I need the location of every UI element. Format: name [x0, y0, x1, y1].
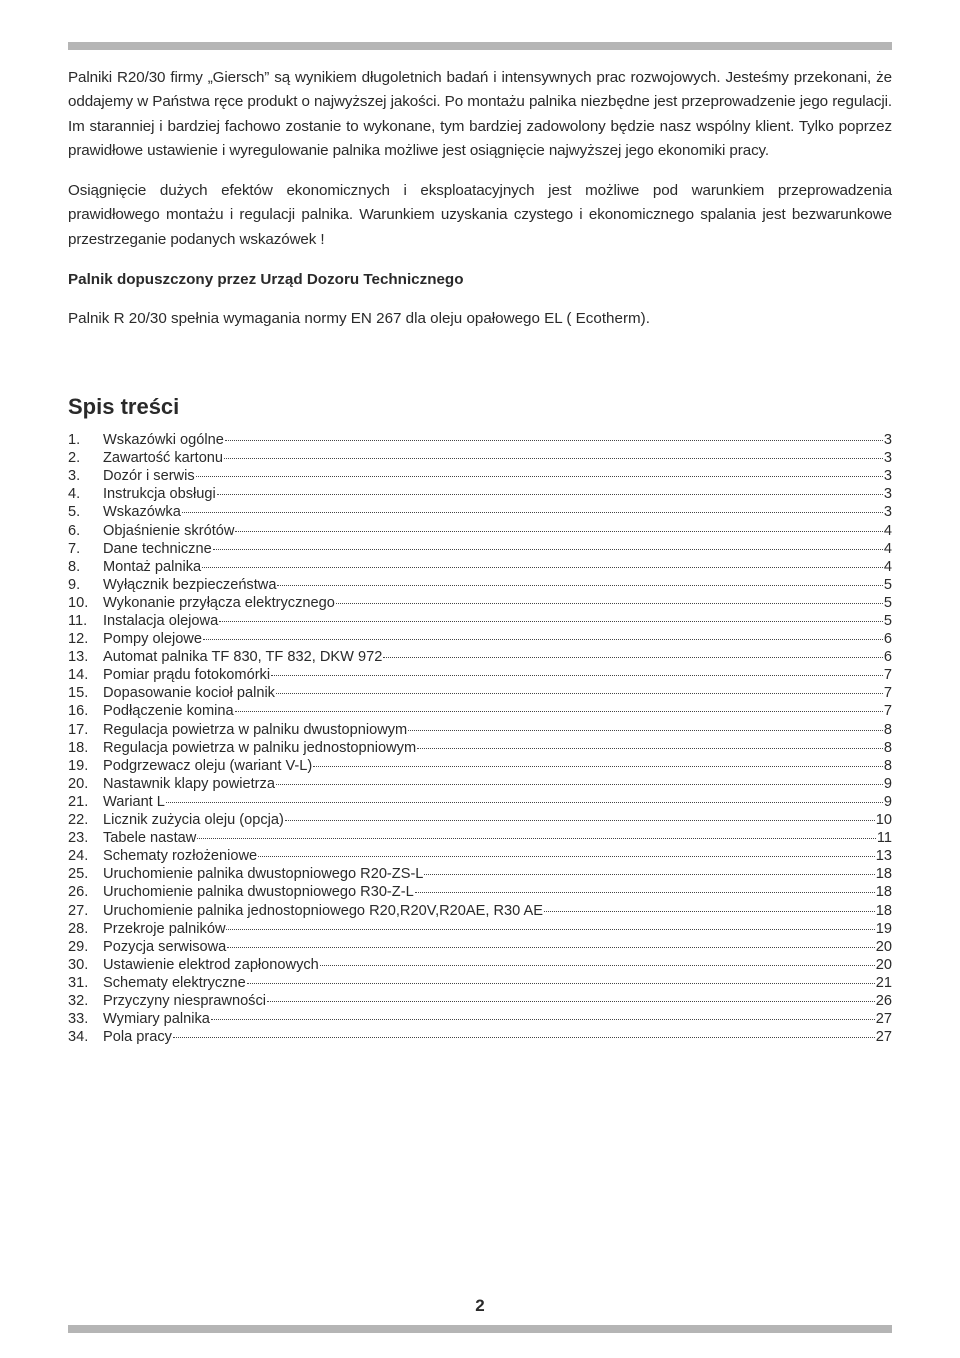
toc-dot-leader [285, 820, 875, 821]
toc-entry [68, 775, 892, 793]
toc-dot-leader [203, 639, 883, 640]
toc-entry-title: Dopasowanie kocioł palnik [103, 685, 275, 702]
toc-entry-page: 18 [875, 884, 892, 901]
toc-entry-number: 17. [68, 721, 89, 738]
toc-entry-page: 19 [875, 920, 892, 937]
toc-entry-page: 3 [883, 432, 892, 449]
intro-paragraph-1: Palniki R20/30 firmy „Giersch” są wynikiem długoletnich badań i intensywnych prac rozwojowych. Jesteśmy przekonani, że oddajemy w Państwa ręce produkt o najwyższej jakości. Po montażu palnika niezbędne jest przeprowadzenie jego regulacji. Im staranniej i bardziej fachowo zostanie to wykonane, tym bardziej zadowolony będzie nasz wspólny klient. Tylko poprzez prawidłowe ustawienie i wyregulowanie palnika możliwe jest osiągnięcie najwyższej jego ekonomiki pracy. [68, 69, 892, 159]
toc-dot-leader [227, 947, 874, 948]
toc-entry-title: Wariant L [103, 793, 165, 810]
toc-entry-number: 1. [68, 432, 81, 449]
toc-entry-number: 2. [68, 450, 81, 467]
toc-entry-title: Uruchomienie palnika dwustopniowego R20-ZS-L [103, 866, 424, 883]
toc-entry-page: 8 [883, 739, 892, 756]
toc-entry-title: Podgrzewacz oleju (wariant V-L) [103, 757, 313, 774]
toc-entry [68, 721, 892, 739]
toc-entry-title: Schematy rozłożeniowe [103, 848, 258, 865]
toc-entry-page: 11 [876, 830, 892, 847]
toc-entry-title: Przekroje palników [103, 920, 226, 937]
toc-entry-number: 28. [68, 920, 89, 937]
toc-entry-number: 18. [68, 739, 89, 756]
toc-entry-number: 13. [68, 649, 89, 666]
toc-entry [68, 540, 892, 558]
toc-entry-number: 19. [68, 757, 89, 774]
toc-entry-number: 3. [68, 468, 81, 485]
toc-entry-title: Objaśnienie skrótów [103, 522, 235, 539]
toc-dot-leader [182, 512, 883, 513]
toc-entry [68, 847, 892, 865]
toc-entry [68, 522, 892, 540]
toc-dot-leader [383, 657, 883, 658]
toc-entry [68, 485, 892, 503]
toc-entry-number: 29. [68, 938, 89, 955]
toc-entry-page: 9 [883, 775, 892, 792]
toc-entry-page: 8 [883, 721, 892, 738]
toc-entry [68, 883, 892, 901]
toc-entry-number: 15. [68, 685, 89, 702]
toc-entry-number: 5. [68, 504, 81, 521]
toc-dot-leader [213, 549, 883, 550]
toc-entry [68, 576, 892, 594]
toc-dot-leader [202, 567, 883, 568]
toc-entry-title: Regulacja powietrza w palniku jednostopniowym [103, 739, 417, 756]
toc-entry-number: 12. [68, 631, 89, 648]
toc-dot-leader [320, 965, 875, 966]
toc-entry-page: 3 [883, 486, 892, 503]
toc-entry-page: 7 [883, 685, 892, 702]
toc-entry [68, 938, 892, 956]
toc-title: Spis treści [68, 394, 180, 420]
toc-entry [68, 702, 892, 720]
toc-entry [68, 666, 892, 684]
toc-entry-number: 8. [68, 558, 81, 575]
toc-dot-leader [277, 585, 882, 586]
toc-dot-leader [544, 911, 875, 912]
toc-entry-number: 27. [68, 902, 89, 919]
toc-entry [68, 431, 892, 449]
toc-entry-title: Wyłącznik bezpieczeństwa [103, 576, 277, 593]
toc-entry-title: Dane techniczne [103, 540, 212, 557]
toc-entry-number: 25. [68, 866, 89, 883]
toc-entry-page: 20 [875, 956, 892, 973]
toc-entry-number: 6. [68, 522, 81, 539]
toc-entry [68, 739, 892, 757]
toc-entry [68, 956, 892, 974]
toc-dot-leader [225, 440, 883, 441]
toc-dot-leader [235, 531, 882, 532]
toc-entry-title: Instalacja olejowa [103, 613, 219, 630]
toc-entry [68, 612, 892, 630]
toc-entry-page: 13 [875, 848, 892, 865]
toc-entry [68, 757, 892, 775]
toc-entry-title: Instrukcja obsługi [103, 486, 216, 503]
toc-entry-number: 22. [68, 812, 89, 829]
toc-entry-page: 26 [875, 992, 892, 1009]
toc-dot-leader [226, 929, 874, 930]
toc-entry [68, 811, 892, 829]
toc-entry-page: 18 [875, 902, 892, 919]
toc-dot-leader [217, 494, 883, 495]
toc-entry-title: Uruchomienie palnika dwustopniowego R30-Z-L [103, 884, 414, 901]
toc-entry-page: 5 [883, 576, 892, 593]
toc-entry [68, 829, 892, 847]
toc-entry-title: Pozycja serwisowa [103, 938, 227, 955]
toc-entry-title: Wymiary palnika [103, 1011, 210, 1028]
toc-entry-page: 18 [875, 866, 892, 883]
footer-rule [68, 1325, 892, 1333]
toc-entry-page: 4 [883, 522, 892, 539]
toc-entry-page: 5 [883, 613, 892, 630]
toc-entry-page: 21 [875, 974, 892, 991]
toc-entry-title: Nastawnik klapy powietrza [103, 775, 275, 792]
toc-entry-number: 34. [68, 1029, 89, 1046]
toc-entry [68, 1010, 892, 1028]
toc-entry [68, 902, 892, 920]
toc-entry-number: 31. [68, 974, 89, 991]
toc-entry-page: 8 [883, 757, 892, 774]
toc-entry [68, 503, 892, 521]
toc-entry-title: Uruchomienie palnika jednostopniowego R20,R20V,R20AE, R30 AE [103, 902, 543, 919]
toc-dot-leader [211, 1019, 875, 1020]
toc-dot-leader [235, 711, 883, 712]
toc-entry-title: Schematy elektryczne [103, 974, 246, 991]
toc-entry [68, 865, 892, 883]
toc-entry-title: Montaż palnika [103, 558, 202, 575]
toc-dot-leader [219, 621, 883, 622]
toc-entry-number: 4. [68, 486, 81, 503]
toc-entry-page: 5 [883, 594, 892, 611]
toc-entry-number: 21. [68, 793, 89, 810]
toc-entry-number: 33. [68, 1011, 89, 1028]
toc-entry-page: 4 [883, 558, 892, 575]
toc-dot-leader [408, 730, 883, 731]
toc-entry [68, 449, 892, 467]
toc-entry [68, 974, 892, 992]
toc-entry-number: 32. [68, 992, 89, 1009]
toc-entry-title: Wskazówka [103, 504, 181, 521]
toc-dot-leader [197, 838, 876, 839]
toc-entry-number: 20. [68, 775, 89, 792]
toc-entry-title: Pola pracy [103, 1029, 172, 1046]
toc-entry-page: 9 [883, 793, 892, 810]
toc-entry [68, 1028, 892, 1046]
toc-entry-title: Tabele nastaw [103, 830, 197, 847]
toc-entry-page: 3 [883, 504, 892, 521]
toc-entry-title: Przyczyny niesprawności [103, 992, 267, 1009]
toc-dot-leader [313, 766, 883, 767]
toc-entry-page: 4 [883, 540, 892, 557]
toc-entry-number: 23. [68, 830, 89, 847]
toc-dot-leader [424, 874, 874, 875]
toc-dot-leader [271, 675, 883, 676]
toc-entry-page: 3 [883, 450, 892, 467]
toc-entry-page: 3 [883, 468, 892, 485]
approval-heading: Palnik dopuszczony przez Urząd Dozoru Technicznego [68, 271, 464, 289]
toc-entry-page: 27 [875, 1011, 892, 1028]
toc-entry [68, 793, 892, 811]
toc-entry-number: 14. [68, 667, 89, 684]
toc-entry [68, 920, 892, 938]
toc-entry-title: Ustawienie elektrod zapłonowych [103, 956, 319, 973]
toc-entry-page: 10 [875, 812, 892, 829]
toc-entry-number: 24. [68, 848, 89, 865]
toc-entry-number: 11. [68, 613, 88, 630]
toc-entry-page: 7 [883, 667, 892, 684]
toc-entry-title: Automat palnika TF 830, TF 832, DKW 972 [103, 649, 383, 666]
page-content [68, 66, 892, 1046]
toc-entry-number: 16. [68, 703, 89, 720]
toc-dot-leader [258, 856, 875, 857]
toc-dot-leader [173, 1037, 875, 1038]
toc-entry [68, 594, 892, 612]
toc-dot-leader [224, 458, 883, 459]
toc-entry-title: Pomiar prądu fotokomórki [103, 667, 271, 684]
toc-entry-page: 6 [883, 649, 892, 666]
toc-entry-title: Regulacja powietrza w palniku dwustopniowym [103, 721, 408, 738]
toc-entry [68, 684, 892, 702]
toc-entry-page: 27 [875, 1029, 892, 1046]
toc-dot-leader [336, 603, 883, 604]
toc-dot-leader [196, 476, 883, 477]
toc-entry-number: 7. [68, 540, 81, 557]
toc-entry-number: 9. [68, 576, 81, 593]
toc-entry-page: 7 [883, 703, 892, 720]
norm-statement: Palnik R 20/30 spełnia wymagania normy EN 267 dla oleju opałowego EL ( Ecotherm). [68, 310, 650, 328]
toc-entry [68, 648, 892, 666]
toc-entry-page: 20 [875, 938, 892, 955]
toc-dot-leader [276, 784, 883, 785]
toc-entry-title: Wskazówki ogólne [103, 432, 224, 449]
toc-dot-leader [166, 802, 883, 803]
header-rule [68, 42, 892, 50]
toc-entry-number: 30. [68, 956, 89, 973]
toc-entry-title: Podłączenie komina [103, 703, 234, 720]
toc-dot-leader [276, 693, 883, 694]
toc-dot-leader [415, 892, 875, 893]
intro-paragraph-2: Osiągnięcie dużych efektów ekonomicznych i eksploatacyjnych jest możliwe pod warunkiem przeprowadzenia prawidłowego montażu i regulacji palnika. Warunkiem uzyskania czystego i ekonomicznego spalania jest bezwarunkowe przestrzeganie podanych wskazówek ! [68, 182, 892, 248]
toc-entry [68, 467, 892, 485]
toc-entry-title: Dozór i serwis [103, 468, 195, 485]
toc-entry [68, 630, 892, 648]
toc-entry-page: 6 [883, 631, 892, 648]
toc-entry-title: Licznik zużycia oleju (opcja) [103, 812, 284, 829]
toc-entry [68, 558, 892, 576]
toc-entry-title: Pompy olejowe [103, 631, 202, 648]
page-number: 2 [475, 1296, 485, 1315]
toc-entry-title: Zawartość kartonu [103, 450, 224, 467]
table-of-contents [68, 431, 892, 1046]
toc-dot-leader [417, 748, 883, 749]
toc-dot-leader [247, 983, 875, 984]
toc-entry-number: 26. [68, 884, 89, 901]
toc-entry-number: 10. [68, 594, 89, 611]
toc-entry [68, 992, 892, 1010]
toc-dot-leader [267, 1001, 875, 1002]
toc-entry-title: Wykonanie przyłącza elektrycznego [103, 594, 335, 611]
